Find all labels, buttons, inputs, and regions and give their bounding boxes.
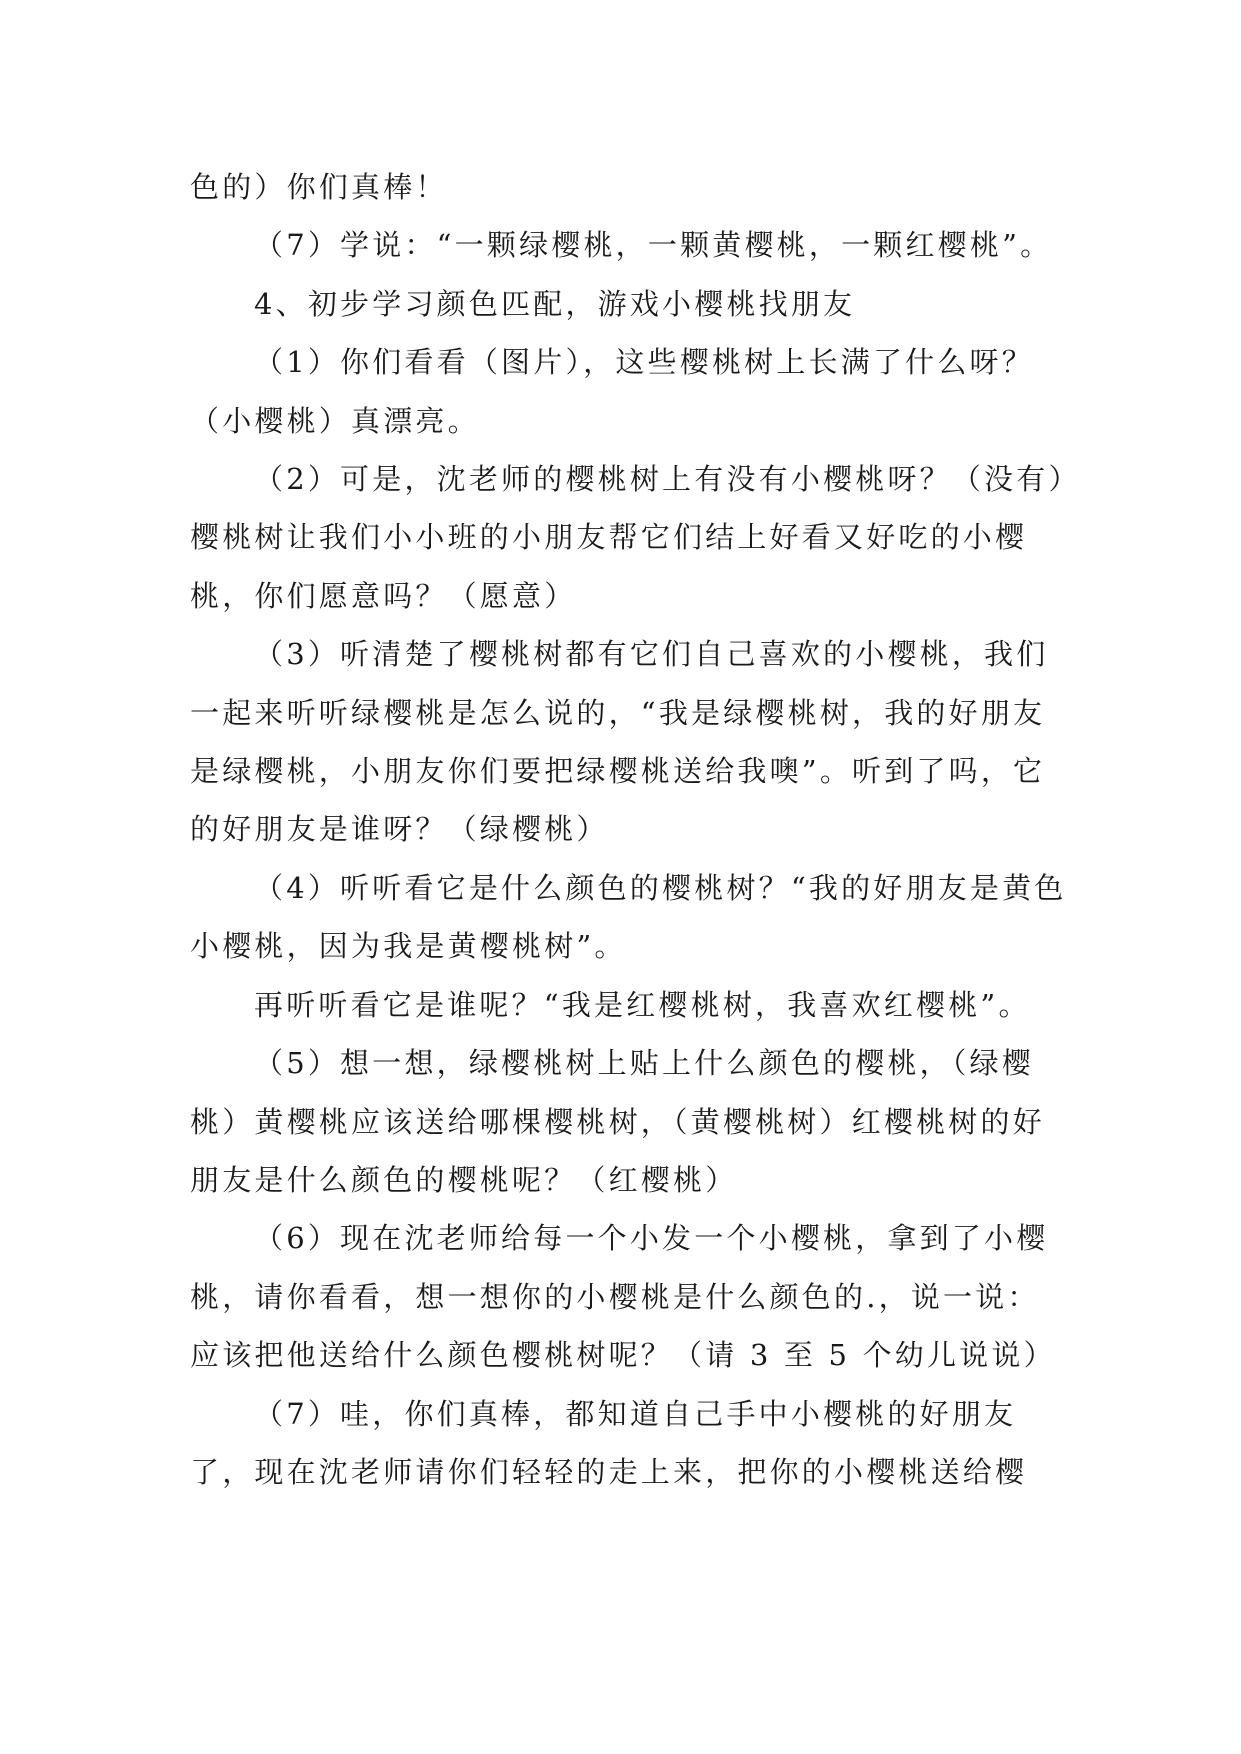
paragraph-4: （1）你们看看（图片），这些樱桃树上长满了什么呀？（小樱桃）真漂亮。 [190,345,1034,438]
paragraph-8: 再听听看它是谁呢？“我是红樱桃树，我喜欢红樱桃”。 [254,987,1031,1022]
paragraph-6: （3）听清楚了樱桃树都有它们自己喜欢的小樱桃，我们一起来听听绿樱桃是怎么说的，“我是绿樱桃树，我的好朋友是绿樱桃，小朋友你们要把绿樱桃送给我噢”。听到了吗，它的好朋友是谁呀？（绿樱桃） [190,637,1049,847]
paragraph-11: （7）哇，你们真棒，都知道自己手中小樱桃的好朋友了，现在沈老师请你们轻轻的走上来，把你的小樱桃送给樱 [190,1396,1028,1489]
paragraph-7: （4）听听看它是什么颜色的樱桃树？“我的好朋友是黄色小樱桃，因为我是黄樱桃树”。 [190,870,1067,964]
paragraph-5: （2）可是，沈老师的樱桃树上有没有小樱桃呀？（没有）樱桃树让我们小小班的小朋友帮它们结上好看又好吃的小樱桃，你们愿意吗？（愿意） [190,462,1067,613]
paragraph-2: （7）学说：“一颗绿樱桃，一颗黄樱桃，一颗红樱桃”。 [254,228,1053,263]
paragraph-9: （5）想一想，绿樱桃树上贴上什么颜色的樱桃，（绿樱桃）黄樱桃应该送给哪棵樱桃树，（黄樱桃树）红樱桃树的好朋友是什么颜色的樱桃呢？（红樱桃） [190,1046,1045,1197]
paragraph-10: （6）现在沈老师给每一个小发一个小樱桃，拿到了小樱桃，请你看看，想一想你的小樱桃是什么颜色的.，说一说：应该把他送给什么颜色樱桃树呢？（请 3 至 5 个幼儿说说） [190,1221,1056,1373]
document-body [190,158,1070,1501]
paragraph-1: 色的）你们真棒！ [190,170,448,204]
paragraph-3: 4、初步学习颜色匹配，游戏小樱桃找朋友 [254,286,856,321]
